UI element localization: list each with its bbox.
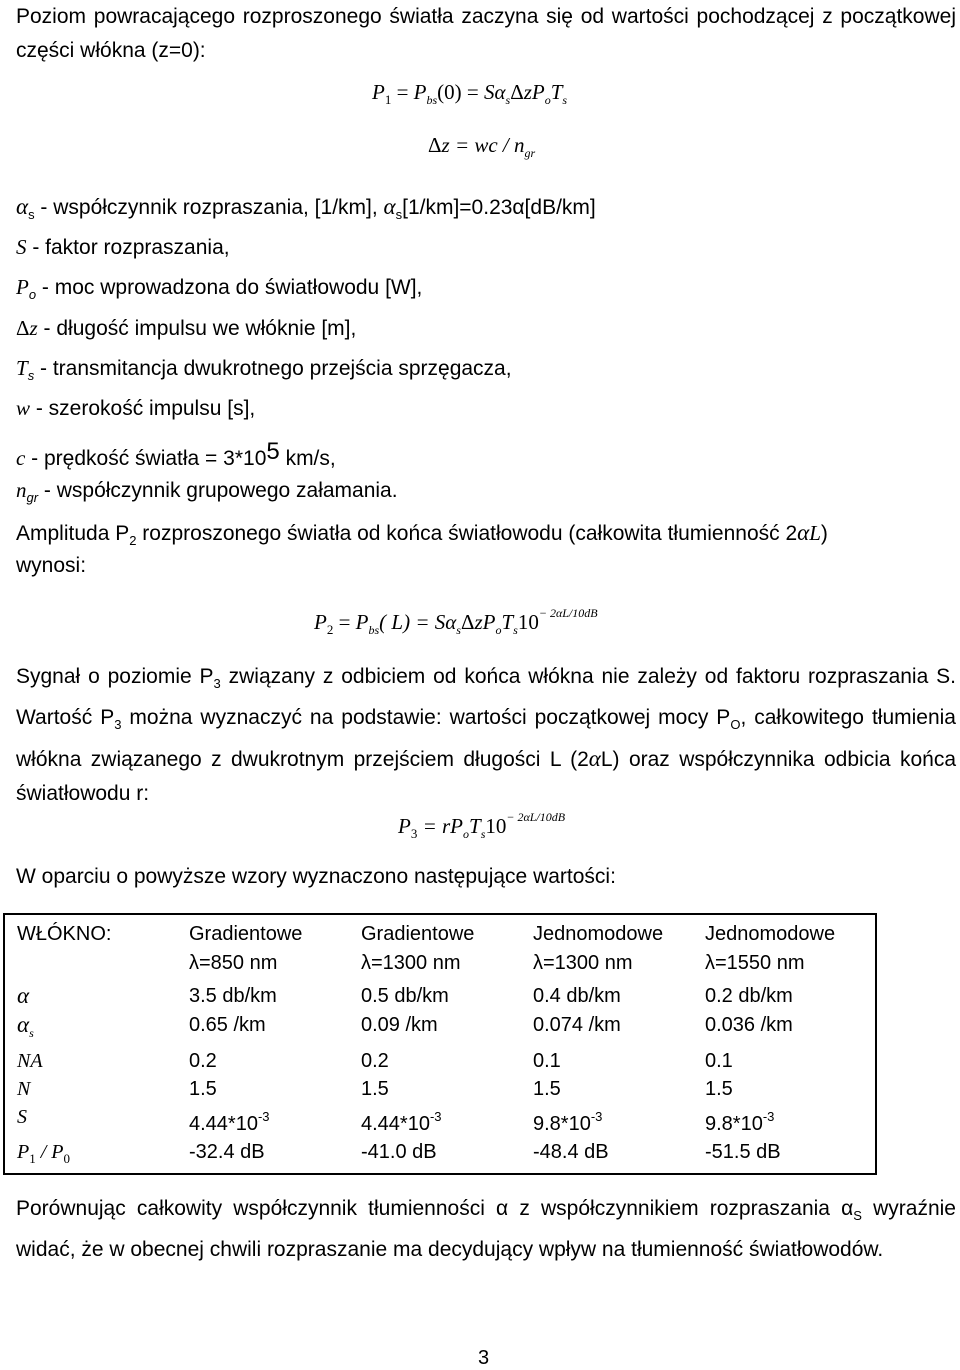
table-row [4, 982, 876, 1011]
table-cell: 1.5 [189, 1078, 217, 1100]
row-label: NA [4, 1047, 177, 1075]
equation-p2: $P_2 = P_{bs}$( $L) = S\alpha_s\Delta zP_oT_s10^{- 2\alpha L/10dB}$ [314, 606, 598, 637]
table-cell: 0.2 [361, 1050, 389, 1072]
table-cell: 0.036 /km [693, 1011, 876, 1047]
table-cell: 3.5 db/km [189, 985, 277, 1007]
table-cell: 1.5 [693, 1075, 876, 1103]
table-row [4, 1075, 876, 1103]
table-cell: 0.074 /km [533, 1014, 621, 1036]
def-alpha-s: $\alpha_s$ - współczynnik rozpraszania, [1/km], $\alpha_s[1/km]=0.23\alpha[dB/km]$ [16, 194, 596, 222]
table-cell: -51.5 dB [693, 1138, 876, 1174]
fiber-table [3, 913, 877, 1175]
def-ngr: $n_{gr}$ - współczynnik grupowego załamania. [16, 478, 398, 505]
table-cell: $4.44*10^{-3}$ [189, 1109, 270, 1135]
intro-paragraph: Poziom powracającego rozproszonego światła zaczyna się od wartości pochodzącej z początkowej części włókna (z=0): [16, 5, 956, 62]
def-c: c - prędkość światła = 3*105 km/s, [16, 438, 336, 470]
table-cell: 0.1 [533, 1050, 561, 1072]
table-row [4, 1103, 876, 1138]
p3-paragraph: Sygnał o poziomie $P_3$ związany z odbiciem od końca włókna nie zależy od faktoru rozpraszania S. Wartość $P_3$ można wyznaczyć na podstawie: wartości początkowej mocy $P_O$, całkowitego tłumienia włókna związanego z dwukrotnym przejściem długości L (2αL) oraz współczynnika odbicia końca światłowodu r: [16, 665, 956, 805]
table-cell: -48.4 dB [521, 1138, 693, 1174]
table-cell: 0.2 db/km [693, 982, 876, 1011]
table-cell: $9.8*10^{-3}$ [693, 1103, 876, 1138]
table-header-cell: WŁÓKNO: [4, 914, 177, 982]
table-cell: -32.4 dB [177, 1138, 349, 1174]
table-cell: 0.4 db/km [533, 985, 621, 1007]
conclusion-paragraph: Porównując całkowity współczynnik tłumienności α z współczynnikiem rozpraszania $\alpha_S$ wyraźnie widać, że w obecnej chwili rozpraszanie ma decydujący wpływ na tłumienność światłowodów. [16, 1197, 956, 1261]
table-row [4, 1047, 876, 1075]
table-row [4, 1138, 876, 1174]
page-number: 3 [478, 1347, 490, 1369]
def-w: w - szerokość impulsu [s], [16, 396, 256, 420]
equation-dz: Δz = wc / $n_{gr}$ [428, 133, 536, 160]
table-cell: $4.44*10^{-3}$ [361, 1109, 442, 1135]
def-dz: Δz - długość impulsu we włóknie [m], [16, 316, 357, 340]
equation-p3: $P_3 = rP_oT_s10^{- 2\alpha L/10dB}$ [398, 810, 566, 841]
table-cell: 0.2 [189, 1050, 217, 1072]
table-header-row [4, 914, 876, 982]
table-cell: 1.5 [361, 1078, 389, 1100]
def-Ts: $T_s$ - transmitancja dwukrotnego przejścia sprzęgacza, [16, 356, 512, 383]
values-intro: W oparciu o powyższe wzory wyznaczono następujące wartości: [16, 865, 616, 888]
equation-p1: $P_1 = P_{bs}(0) = S\alpha_s\Delta zP_oT_s$ [372, 80, 568, 107]
table-cell: 0.65 /km [189, 1014, 266, 1036]
row-label: S [4, 1103, 177, 1138]
table-cell: $9.8*10^{-3}$ [533, 1109, 603, 1135]
amp-line1: Amplituda $P_2$ rozproszonego światła od końca światłowodu (całkowita tłumienność 2αL) [16, 520, 828, 548]
row-label: α [4, 982, 177, 1011]
table-cell: 0.09 /km [361, 1014, 438, 1036]
table-header-cell: Jednomodowe λ=1550 nm [693, 914, 876, 982]
table-cell: 1.5 [533, 1078, 561, 1100]
table-cell: -41.0 dB [349, 1138, 521, 1174]
table-cell: 0.1 [693, 1047, 876, 1075]
table-header-cell: Gradientowe λ=850 nm [177, 914, 349, 982]
row-label: $\alpha_s$ [4, 1011, 177, 1047]
row-label: $P_1 / P_0$ [4, 1138, 177, 1174]
table-row [4, 1011, 876, 1047]
amp-line2: wynosi: [16, 554, 87, 577]
table-header-cell: Gradientowe λ=1300 nm [349, 914, 521, 982]
table-header-cell: Jednomodowe λ=1300 nm [521, 914, 693, 982]
def-Po: $P_o$ - moc wprowadzona do światłowodu [W], [16, 275, 423, 302]
def-S: S - faktor rozpraszania, [16, 235, 230, 259]
row-label: N [4, 1075, 177, 1103]
table-cell: 0.5 db/km [361, 985, 449, 1007]
